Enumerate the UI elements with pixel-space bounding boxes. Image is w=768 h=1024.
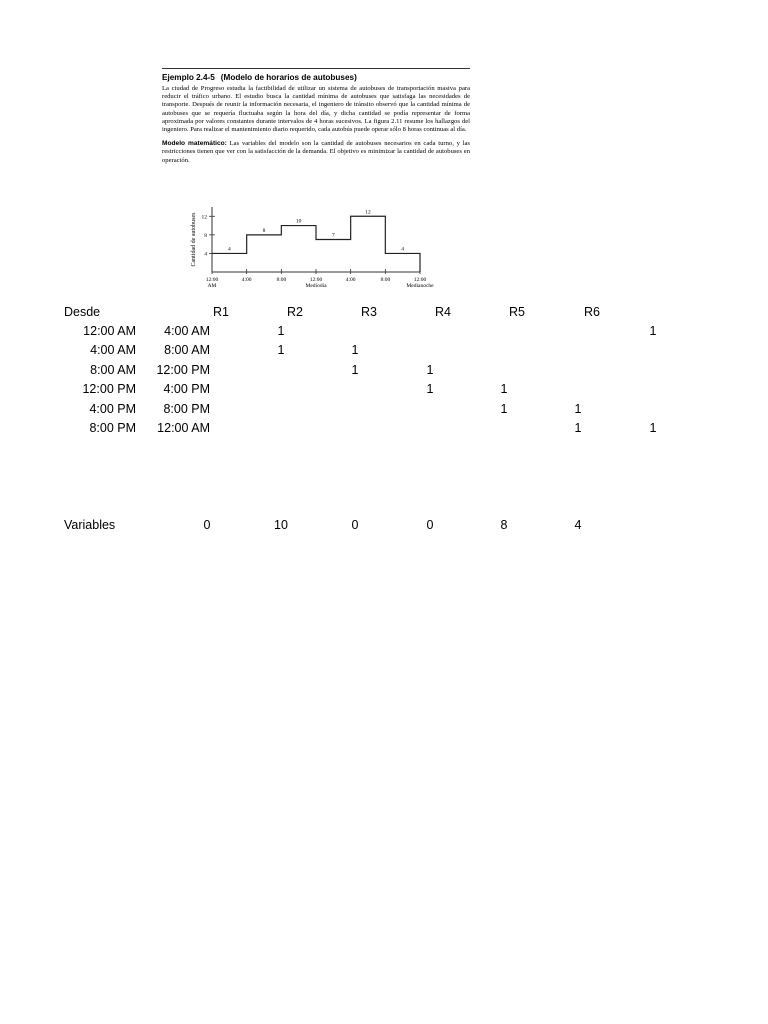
row-to: 4:00 AM: [164, 324, 210, 338]
bus-demand-step-chart: [186, 203, 446, 303]
variables-label: Variables: [64, 518, 116, 532]
header-desde: Desde: [64, 305, 101, 319]
row-to: 12:00 PM: [156, 362, 210, 377]
column-header-r4: R4: [435, 305, 451, 319]
x-tick-label: 12:00: [309, 277, 323, 283]
column-header-r1: R1: [213, 305, 229, 319]
y-axis-label: Cantidad de autobuses: [191, 212, 197, 267]
textbook-excerpt: [162, 68, 470, 171]
model-label: Modelo matemático:: [162, 140, 227, 148]
variable-value: 4: [574, 518, 582, 532]
x-sublabel: Mediodía: [305, 283, 327, 289]
x-tick-label: 8:00: [380, 277, 391, 283]
variable-value: 0: [351, 518, 359, 532]
row-value: 1: [649, 324, 657, 338]
row-from: 4:00 PM: [89, 401, 136, 416]
row-from: 8:00 AM: [90, 362, 136, 377]
column-header-r3: R3: [361, 305, 377, 319]
y-tick-label: 8: [204, 232, 207, 239]
row-value: 1: [277, 324, 285, 338]
example-title: (Modelo de horarios de autobuses): [220, 73, 357, 82]
variable-value: 0: [203, 518, 211, 532]
row-value: 1: [649, 421, 657, 435]
example-heading: [162, 72, 470, 83]
row-value: 1: [426, 382, 434, 397]
column-header-r2: R2: [287, 305, 303, 319]
example-paragraph: La ciudad de Progreso estudia la factibilidad de utilizar un sistema de autobuses de transportación masiva para reducir el tráfico urbano. El estudio busca la cantidad mínima de autobuses que satisfaga las necesidades de transporte. Después de reunir la información necesaria, el ingeniero de tránsito observó que la cantidad mínima de autobuses que se requería fluctuaba según la hora del día, y dicha cantidad se podía representar de forma aproximada por valores constantes durante intervalos de 4 horas sucesivos. La figura 2.11 resume los hallazgos del ingeniero. Para realizar el mantenimiento diario requerido, cada autobús puede operar sólo 8 horas continuas al día.: [162, 85, 470, 134]
y-tick-label: 12: [201, 214, 207, 221]
demand-value-label: 10: [295, 218, 302, 225]
row-value: 1: [500, 401, 508, 416]
x-tick-label: 12:00: [413, 277, 427, 283]
variable-value: 8: [500, 518, 508, 532]
demand-value-label: 8: [262, 227, 266, 234]
row-from: 8:00 PM: [89, 421, 136, 435]
row-to: 4:00 PM: [163, 382, 210, 397]
row-value: 1: [351, 343, 359, 358]
x-tick-label: 4:00: [345, 277, 356, 283]
x-tick-label: AM: [207, 283, 217, 289]
demand-value-label: 7: [331, 232, 335, 239]
excerpt-top-rule: [162, 68, 470, 69]
row-to: 8:00 PM: [163, 401, 210, 416]
row-from: 12:00 AM: [83, 324, 136, 338]
column-header-r5: R5: [509, 305, 525, 319]
row-value: 1: [351, 362, 359, 377]
x-tick-label: 4:00: [241, 277, 252, 283]
column-header-r6: R6: [584, 305, 600, 319]
demand-step-line: [212, 216, 420, 272]
row-value: 1: [500, 382, 508, 397]
row-to: 12:00 AM: [157, 421, 210, 435]
model-paragraph: [162, 140, 470, 165]
x-sublabel: Medianoche: [406, 283, 434, 289]
demand-value-label: 4: [227, 246, 231, 253]
model-text: Las variables del modelo son la cantidad de autobuses necesarios en cada turno, y las restricciones tienen que ver con la satisfacción de la demanda. El objetivo es minimizar la cantidad de autobuses en operación.: [162, 140, 470, 164]
row-to: 8:00 AM: [164, 343, 210, 358]
y-tick-label: 4: [204, 251, 207, 258]
example-number: Ejemplo 2.4-5: [162, 73, 215, 82]
x-tick-label: 8:00: [276, 277, 287, 283]
row-from: 12:00 PM: [82, 382, 136, 397]
demand-value-label: 4: [401, 246, 405, 253]
variable-value: 0: [426, 518, 434, 532]
row-from: 4:00 AM: [90, 343, 136, 358]
variable-value: 10: [274, 518, 288, 532]
demand-value-label: 12: [365, 209, 371, 216]
row-value: 1: [426, 362, 434, 377]
x-tick-label: 12:00: [205, 277, 219, 283]
row-value: 1: [277, 343, 285, 358]
row-value: 1: [574, 421, 582, 435]
row-value: 1: [574, 401, 582, 416]
